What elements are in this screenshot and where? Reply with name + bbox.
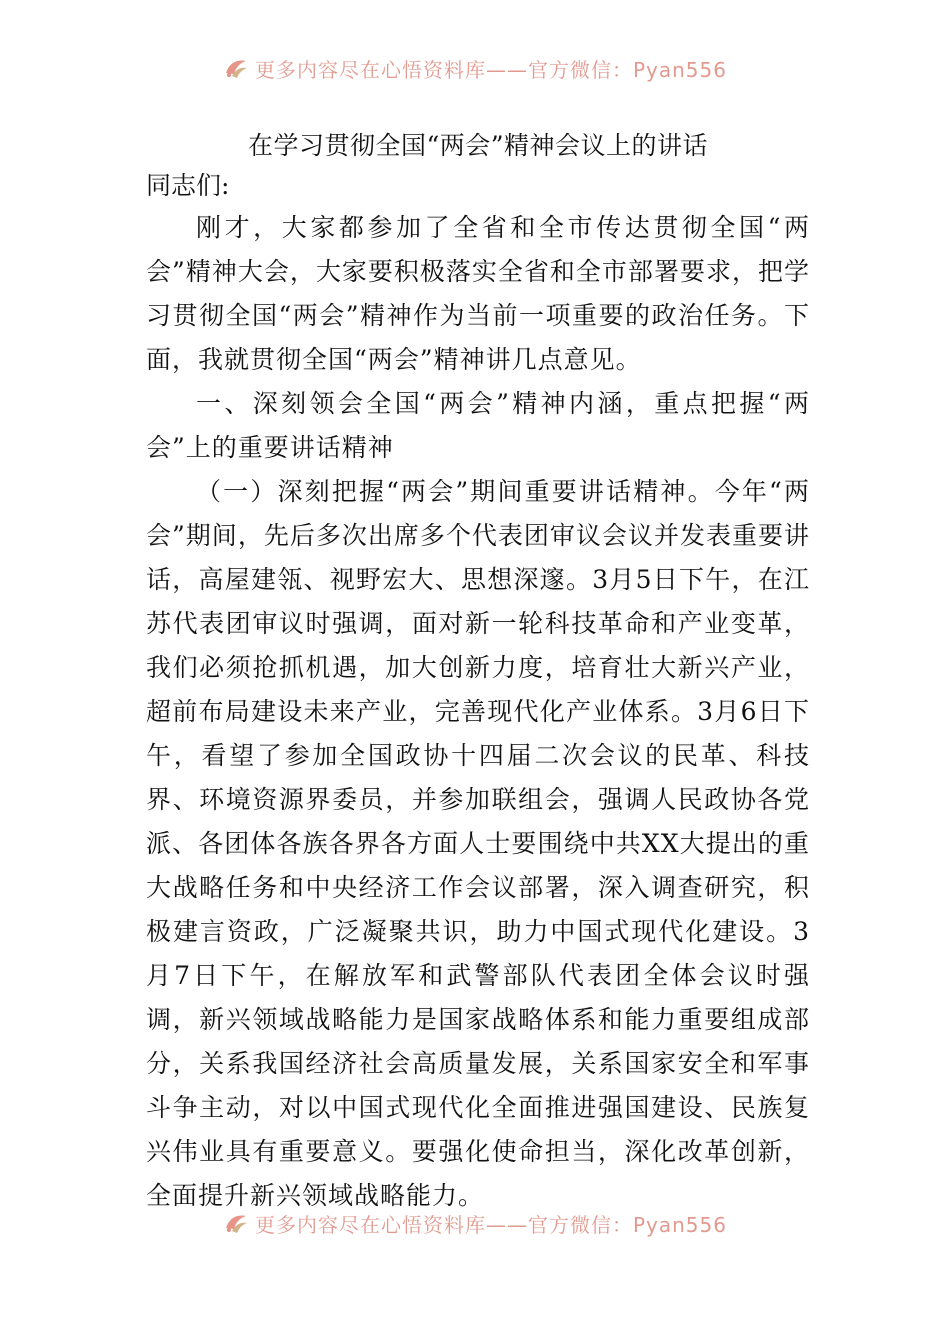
salutation: 同志们: [146, 171, 230, 200]
header-watermark [0, 48, 950, 88]
section-heading-one: 一、深刻领会全国“两会”精神内涵，重点把握“两会”上的重要讲话精神 [146, 389, 810, 462]
bird-logo-icon [223, 1212, 249, 1234]
document-title: 在学习贯彻全国“两会”精神会议上的讲话 [247, 131, 709, 160]
bird-logo-icon [223, 57, 249, 79]
paragraph-opening: 刚才，大家都参加了全省和全市传达贯彻全国“两会”精神大会，大家要积极落实全省和全市部署要求，把学习贯彻全国“两会”精神作为当前一项重要的政治任务。下面，我就贯彻全国“两会”精神讲几点意见。 [146, 213, 810, 374]
watermark-text: 更多内容尽在心悟资料库——官方微信：Pyan556 [254, 1212, 727, 1237]
footer-watermark [0, 1203, 950, 1243]
watermark-text: 更多内容尽在心悟资料库——官方微信：Pyan556 [254, 57, 727, 82]
document-body [146, 126, 810, 1218]
paragraph-subsection-one: （一）深刻把握“两会”期间重要讲话精神。今年“两会”期间，先后多次出席多个代表团审议会议并发表重要讲话，高屋建瓴、视野宏大、思想深邃。3月5日下午，在江苏代表团审议时强调，面对新一轮科技革命和产业变革，我们必须抢抓机遇，加大创新力度，培育壮大新兴产业，超前布局建设未来产业，完善现代化产业体系。3月6日下午，看望了参加全国政协十四届二次会议的民革、科技界、环境资源界委员，并参加联组会，强调人民政协各党派、各团体各族各界各方面人士要围绕中共XX大提出的重大战略任务和中央经济工作会议部署，深入调查研究，积极建言资政，广泛凝聚共识，助力中国式现代化建设。3月7日下午，在解放军和武警部队代表团全体会议时强调，新兴领域战略能力是国家战略体系和能力重要组成部分，关系我国经济社会高质量发展，关系国家安全和军事斗争主动，对以中国式现代化全面推进强国建设、民族复兴伟业具有重要意义。要强化使命担当，深化改革创新，全面提升新兴领域战略能力。 [146, 477, 810, 1210]
